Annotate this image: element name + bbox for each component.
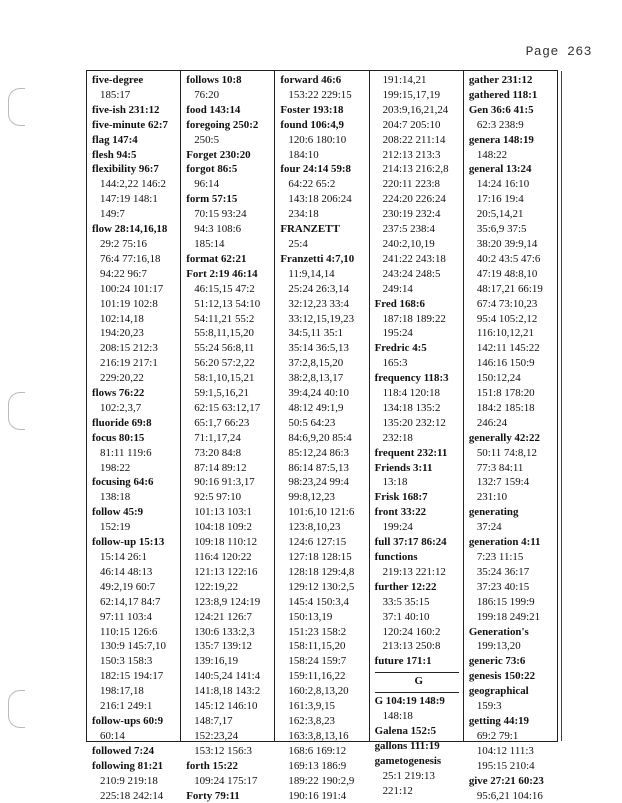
index-reference: 32:12,23 33:4 [280, 297, 368, 312]
index-term: Foster 193:18 [280, 103, 368, 118]
index-reference: 50:5 64:23 [280, 416, 368, 431]
index-reference: 148:7,17 [186, 714, 274, 729]
index-reference: 104:12 111:3 [469, 744, 557, 759]
index-reference: 81:11 119:6 [92, 446, 180, 461]
index-reference: 158:11,15,20 [280, 639, 368, 654]
index-reference: 11:9,14,14 [280, 267, 368, 282]
index-reference: 120:6 180:10 [280, 133, 368, 148]
index-reference: 95:6,21 104:16 [469, 789, 557, 803]
index-term: four 24:14 59:8 [280, 162, 368, 177]
index-reference: 153:12 156:3 [186, 744, 274, 759]
index-reference: 100:24 101:17 [92, 282, 180, 297]
index-reference: 240:2,10,19 [375, 237, 463, 252]
index-reference: 122:19,22 [186, 580, 274, 595]
index-reference: 69:2 79:1 [469, 729, 557, 744]
index-term: found 106:4,9 [280, 118, 368, 133]
index-reference: 185:14 [186, 237, 274, 252]
index-term: Fort 2:19 46:14 [186, 267, 274, 282]
index-term: five-minute 62:7 [92, 118, 180, 133]
index-reference: 135:20 232:12 [375, 416, 463, 431]
index-reference: 25:24 26:3,14 [280, 282, 368, 297]
binder-hole-mark [8, 88, 25, 126]
index-reference: 73:20 84:8 [186, 446, 274, 461]
section-divider [375, 692, 459, 693]
index-reference: 56:20 57:2,22 [186, 356, 274, 371]
index-reference: 184:10 [280, 148, 368, 163]
index-reference: 51:12,13 54:10 [186, 297, 274, 312]
index-reference: 182:15 194:17 [92, 669, 180, 684]
index-reference: 130:6 133:2,3 [186, 625, 274, 640]
index-reference: 195:15 210:4 [469, 759, 557, 774]
index-column-3 [275, 71, 369, 741]
index-reference: 65:1,7 66:23 [186, 416, 274, 431]
index-reference: 55:8,11,15,20 [186, 326, 274, 341]
index-reference: 199:15,17,19 [375, 88, 463, 103]
index-reference: 50:11 74:8,12 [469, 446, 557, 461]
index-column-2 [181, 71, 275, 741]
index-reference: 116:10,12,21 [469, 326, 557, 341]
index-reference: 101:19 102:8 [92, 297, 180, 312]
index-reference: 198:22 [92, 461, 180, 476]
index-reference: 232:18 [375, 431, 463, 446]
index-reference: 148:22 [469, 148, 557, 163]
index-term: focusing 64:6 [92, 475, 180, 490]
index-reference: 37:23 40:15 [469, 580, 557, 595]
index-term: Frisk 168:7 [375, 490, 463, 505]
index-reference: 129:12 130:2,5 [280, 580, 368, 595]
index-reference: 241:22 243:18 [375, 252, 463, 267]
index-term: Fredric 4:5 [375, 341, 463, 356]
index-term: Galena 152:5 [375, 724, 463, 739]
index-reference: 219:13 221:12 [375, 565, 463, 580]
index-term: followed 7:24 [92, 744, 180, 759]
index-reference: 153:22 229:15 [280, 88, 368, 103]
index-term: generation 4:11 [469, 535, 557, 550]
index-reference: 15:14 26:1 [92, 550, 180, 565]
index-column-5 [464, 71, 557, 741]
index-reference: 145:12 146:10 [186, 699, 274, 714]
index-reference: 118:4 120:18 [375, 386, 463, 401]
index-reference: 199:13,20 [469, 639, 557, 654]
index-reference: 62:3 238:9 [469, 118, 557, 133]
index-reference: 47:19 48:8,10 [469, 267, 557, 282]
index-reference: 203:9,16,21,24 [375, 103, 463, 118]
index-reference: 33:12,15,19,23 [280, 312, 368, 327]
index-reference: 135:7 139:12 [186, 639, 274, 654]
index-term: flesh 94:5 [92, 148, 180, 163]
index-reference: 225:18 242:14 [92, 789, 180, 803]
index-term: following 81:21 [92, 759, 180, 774]
index-reference: 214:13 216:2,8 [375, 162, 463, 177]
index-reference: 145:4 150:3,4 [280, 595, 368, 610]
index-reference: 123:8,10,23 [280, 520, 368, 535]
index-term: full 37:17 86:24 [375, 535, 463, 550]
index-reference: 210:9 219:18 [92, 774, 180, 789]
index-term: format 62:21 [186, 252, 274, 267]
index-term: further 12:22 [375, 580, 463, 595]
index-reference: 109:18 110:12 [186, 535, 274, 550]
index-term: foregoing 250:2 [186, 118, 274, 133]
index-term: gallons 111:19 [375, 739, 463, 754]
index-reference: 140:5,24 141:4 [186, 669, 274, 684]
index-reference: 168:6 169:12 [280, 744, 368, 759]
index-column-4 [370, 71, 464, 741]
index-reference: 67:4 73:10,23 [469, 297, 557, 312]
index-reference: 230:19 232:4 [375, 207, 463, 222]
index-term: Generation's [469, 625, 557, 640]
index-reference: 92:5 97:10 [186, 490, 274, 505]
index-term: give 27:21 60:23 [469, 774, 557, 789]
index-reference: 116:4 120:22 [186, 550, 274, 565]
index-reference: 185:17 [92, 88, 180, 103]
index-reference: 221:12 [375, 784, 463, 799]
index-reference: 147:19 148:1 [92, 192, 180, 207]
index-reference: 59:1,5,16,21 [186, 386, 274, 401]
index-reference: 208:22 211:14 [375, 133, 463, 148]
index-reference: 38:2,8,13,17 [280, 371, 368, 386]
index-term: five-degree [92, 73, 180, 88]
index-term: functions [375, 550, 463, 565]
index-reference: 102:2,3,7 [92, 401, 180, 416]
index-reference: 37:24 [469, 520, 557, 535]
index-reference: 161:3,9,15 [280, 699, 368, 714]
index-reference: 55:24 56:8,11 [186, 341, 274, 356]
index-reference: 99:8,12,23 [280, 490, 368, 505]
index-reference: 87:14 89:12 [186, 461, 274, 476]
binder-hole-mark [8, 392, 25, 430]
section-letter: G [375, 674, 463, 689]
index-reference: 163:3,8,13,16 [280, 729, 368, 744]
index-reference: 95:4 105:2,12 [469, 312, 557, 327]
index-reference: 90:16 91:3,17 [186, 475, 274, 490]
index-term: gather 231:12 [469, 73, 557, 88]
index-term: generic 73:6 [469, 654, 557, 669]
index-term: genesis 150:22 [469, 669, 557, 684]
word-index-table [86, 70, 558, 742]
index-reference: 104:18 109:2 [186, 520, 274, 535]
index-reference: 98:23,24 99:4 [280, 475, 368, 490]
index-reference: 231:10 [469, 490, 557, 505]
index-term: five-ish 231:12 [92, 103, 180, 118]
index-term: fluoride 69:8 [92, 416, 180, 431]
index-reference: 198:17,18 [92, 684, 180, 699]
index-reference: 186:15 199:9 [469, 595, 557, 610]
index-reference: 134:18 135:2 [375, 401, 463, 416]
index-term: gathered 118:1 [469, 88, 557, 103]
index-reference: 127:18 128:15 [280, 550, 368, 565]
index-term: follow-up 15:13 [92, 535, 180, 550]
index-term: flows 76:22 [92, 386, 180, 401]
index-reference: 169:13 186:9 [280, 759, 368, 774]
index-reference: 189:22 190:2,9 [280, 774, 368, 789]
index-reference: 216:19 217:1 [92, 356, 180, 371]
index-column-1 [87, 71, 181, 741]
index-reference: 109:24 175:17 [186, 774, 274, 789]
index-reference: 128:18 129:4,8 [280, 565, 368, 580]
index-reference: 121:13 122:16 [186, 565, 274, 580]
index-reference: 229:20,22 [92, 371, 180, 386]
index-reference: 138:18 [92, 490, 180, 505]
index-reference: 20:5,14,21 [469, 207, 557, 222]
index-reference: 150:3 158:3 [92, 654, 180, 669]
index-reference: 70:15 93:24 [186, 207, 274, 222]
index-reference: 25:4 [280, 237, 368, 252]
index-term: food 143:14 [186, 103, 274, 118]
index-reference: 96:14 [186, 177, 274, 192]
index-reference: 38:20 39:9,14 [469, 237, 557, 252]
index-reference: 33:5 35:15 [375, 595, 463, 610]
index-term: Forget 230:20 [186, 148, 274, 163]
index-reference: 142:11 145:22 [469, 341, 557, 356]
index-term: frequency 118:3 [375, 371, 463, 386]
index-term: front 33:22 [375, 505, 463, 520]
index-reference: 46:14 48:13 [92, 565, 180, 580]
index-reference: 110:15 126:6 [92, 625, 180, 640]
index-term: getting 44:19 [469, 714, 557, 729]
index-reference: 35:24 36:17 [469, 565, 557, 580]
index-reference: 54:11,21 55:2 [186, 312, 274, 327]
index-reference: 94:3 108:6 [186, 222, 274, 237]
index-reference: 143:18 206:24 [280, 192, 368, 207]
index-reference: 39:4,24 40:10 [280, 386, 368, 401]
index-term: future 171:1 [375, 654, 463, 669]
index-reference: 49:2,19 60:7 [92, 580, 180, 595]
index-term: follows 10:8 [186, 73, 274, 88]
index-reference: 165:3 [375, 356, 463, 371]
index-reference: 60:14 [92, 729, 180, 744]
index-reference: 204:7 205:10 [375, 118, 463, 133]
index-term: Fred 168:6 [375, 297, 463, 312]
index-reference: 35:14 36:5,13 [280, 341, 368, 356]
index-reference: 86:14 87:5,13 [280, 461, 368, 476]
index-reference: 123:8,9 124:19 [186, 595, 274, 610]
index-reference: 85:12,24 86:3 [280, 446, 368, 461]
index-term: geographical [469, 684, 557, 699]
index-reference: 17:16 19:4 [469, 192, 557, 207]
index-reference: 37:2,8,15,20 [280, 356, 368, 371]
index-reference: 246:24 [469, 416, 557, 431]
index-reference: 62:15 63:12,17 [186, 401, 274, 416]
index-term: frequent 232:11 [375, 446, 463, 461]
index-reference: 150:12,24 [469, 371, 557, 386]
index-reference: 141:8,18 143:2 [186, 684, 274, 699]
index-term: generating [469, 505, 557, 520]
index-reference: 184:2 185:18 [469, 401, 557, 416]
index-reference: 76:4 77:16,18 [92, 252, 180, 267]
index-reference: 158:24 159:7 [280, 654, 368, 669]
index-reference: 159:11,16,22 [280, 669, 368, 684]
index-reference: 94:22 96:7 [92, 267, 180, 282]
index-term: forth 15:22 [186, 759, 274, 774]
section-divider [375, 672, 459, 673]
index-reference: 34:5,11 35:1 [280, 326, 368, 341]
index-reference: 97:11 103:4 [92, 610, 180, 625]
index-reference: 149:7 [92, 207, 180, 222]
index-term: flexibility 96:7 [92, 162, 180, 177]
index-term: follow-ups 60:9 [92, 714, 180, 729]
index-term: follow 45:9 [92, 505, 180, 520]
index-reference: 76:20 [186, 88, 274, 103]
index-reference: 132:7 159:4 [469, 475, 557, 490]
index-term: form 57:15 [186, 192, 274, 207]
index-reference: 148:18 [375, 709, 463, 724]
index-reference: 195:24 [375, 326, 463, 341]
index-reference: 62:14,17 84:7 [92, 595, 180, 610]
index-term: FRANZETT [280, 222, 368, 237]
index-reference: 187:18 189:22 [375, 312, 463, 327]
index-reference: 160:2,8,13,20 [280, 684, 368, 699]
index-reference: 144:2,22 146:2 [92, 177, 180, 192]
index-reference: 48:17,21 66:19 [469, 282, 557, 297]
index-reference: 71:1,17,24 [186, 431, 274, 446]
index-reference: 29:2 75:16 [92, 237, 180, 252]
page-number-header: Page 263 [526, 44, 592, 59]
index-reference: 213:13 250:8 [375, 639, 463, 654]
index-term: gametogenesis [375, 754, 463, 769]
index-reference: 58:1,10,15,21 [186, 371, 274, 386]
index-term: Franzetti 4:7,10 [280, 252, 368, 267]
index-reference: 77:3 84:11 [469, 461, 557, 476]
index-term: flag 147:4 [92, 133, 180, 148]
index-reference: 40:2 43:5 47:6 [469, 252, 557, 267]
index-reference: 243:24 248:5 [375, 267, 463, 282]
index-reference: 124:21 126:7 [186, 610, 274, 625]
index-reference: 250:5 [186, 133, 274, 148]
index-term: Friends 3:11 [375, 461, 463, 476]
index-reference: 130:9 145:7,10 [92, 639, 180, 654]
index-reference: 234:18 [280, 207, 368, 222]
index-reference: 25:1 219:13 [375, 769, 463, 784]
index-term: generally 42:22 [469, 431, 557, 446]
index-reference: 199:24 [375, 520, 463, 535]
index-reference: 84:6,9,20 85:4 [280, 431, 368, 446]
index-reference: 224:20 226:24 [375, 192, 463, 207]
index-reference: 151:8 178:20 [469, 386, 557, 401]
index-reference: 7:23 11:15 [469, 550, 557, 565]
index-reference: 249:14 [375, 282, 463, 297]
binder-hole-mark [8, 690, 25, 728]
index-term: Forty 79:11 [186, 789, 274, 803]
index-reference: 152:23,24 [186, 729, 274, 744]
index-term: focus 80:15 [92, 431, 180, 446]
index-reference: 237:5 238:4 [375, 222, 463, 237]
index-reference: 194:20,23 [92, 326, 180, 341]
index-reference: 124:6 127:15 [280, 535, 368, 550]
index-reference: 162:3,8,23 [280, 714, 368, 729]
index-reference: 146:16 150:9 [469, 356, 557, 371]
index-reference: 139:16,19 [186, 654, 274, 669]
index-reference: 220:11 223:8 [375, 177, 463, 192]
index-reference: 190:16 191:4 [280, 789, 368, 803]
index-reference: 101:13 103:1 [186, 505, 274, 520]
index-reference: 152:19 [92, 520, 180, 535]
index-term: G 104:19 148:9 [375, 694, 463, 709]
index-term: general 13:24 [469, 162, 557, 177]
index-reference: 14:24 16:10 [469, 177, 557, 192]
index-reference: 46:15,15 47:2 [186, 282, 274, 297]
index-reference: 216:1 249:1 [92, 699, 180, 714]
index-reference: 151:23 158:2 [280, 625, 368, 640]
index-term: flow 28:14,16,18 [92, 222, 180, 237]
index-reference: 120:24 160:2 [375, 625, 463, 640]
index-reference: 37:1 40:10 [375, 610, 463, 625]
index-term: Gen 36:6 41:5 [469, 103, 557, 118]
index-reference: 150:13,19 [280, 610, 368, 625]
index-reference: 48:12 49:1,9 [280, 401, 368, 416]
index-reference: 212:13 213:3 [375, 148, 463, 163]
index-reference: 64:22 65:2 [280, 177, 368, 192]
index-term: forgot 86:5 [186, 162, 274, 177]
index-reference: 102:14,18 [92, 312, 180, 327]
index-reference: 35:6,9 37:5 [469, 222, 557, 237]
index-reference: 199:18 249:21 [469, 610, 557, 625]
index-term: forward 46:6 [280, 73, 368, 88]
index-term: genera 148:19 [469, 133, 557, 148]
index-reference: 13:18 [375, 475, 463, 490]
index-reference: 208:15 212:3 [92, 341, 180, 356]
index-reference: 101:6,10 121:6 [280, 505, 368, 520]
index-reference: 191:14,21 [375, 73, 463, 88]
index-reference: 159:3 [469, 699, 557, 714]
